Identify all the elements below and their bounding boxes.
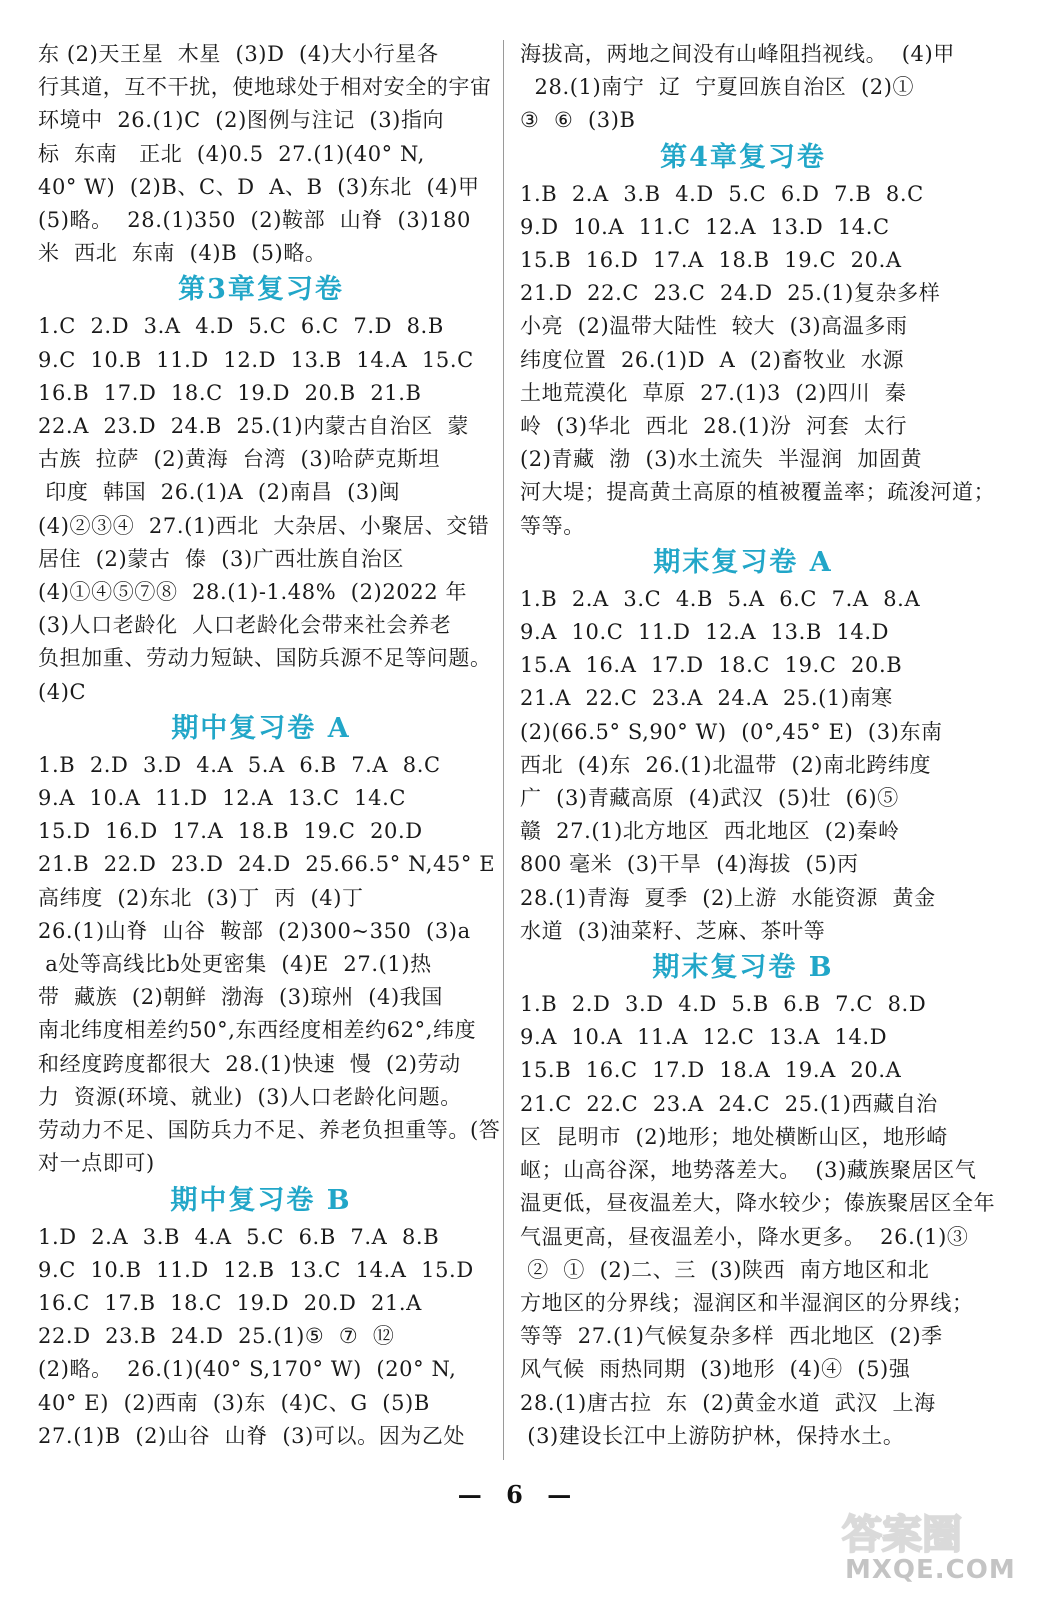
answer-line: 9.A 10.C 11.D 12.A 13.B 14.D <box>520 620 890 645</box>
answer-line: 岖；山高谷深，地势落差大。 (3)藏族聚居区气 <box>520 1158 977 1183</box>
answer-line: 15.B 16.C 17.D 18.A 19.A 20.A <box>520 1058 902 1083</box>
answer-line: 40° E) (2)西南 (3)东 (4)C、G (5)B <box>38 1390 430 1415</box>
answer-line: 米 西北 东南 (4)B (5)略。 <box>38 241 327 266</box>
answer-line: 28.(1)南宁 辽 宁夏回族自治区 (2)① <box>520 75 915 100</box>
answer-line: 9.A 10.A 11.D 12.A 13.C 14.C <box>38 786 407 811</box>
answer-line: (2)青藏 渤 (3)水土流失 半湿润 加固黄 <box>520 447 923 472</box>
answer-line: 40° W) (2)B、C、D A、B (3)东北 (4)甲 <box>38 174 480 199</box>
answer-line: 9.C 10.B 11.D 12.B 13.C 14.A 15.D <box>38 1257 474 1282</box>
answer-line: 1.B 2.A 3.C 4.B 5.A 6.C 7.A 8.A <box>520 586 921 611</box>
answer-line: 21.B 22.D 23.D 24.D 25.66.5° N,45° E <box>38 852 496 877</box>
answer-line: 15.A 16.A 17.D 18.C 19.C 20.B <box>520 653 903 678</box>
answer-line: 22.A 23.D 24.B 25.(1)内蒙古自治区 蒙 <box>38 414 469 439</box>
watermark-logo-text: 答案圈 <box>842 1512 962 1558</box>
answer-line: 温更低，昼夜温差大，降水较少；傣族聚居区全年 <box>520 1191 996 1216</box>
column-divider <box>503 40 504 1460</box>
answer-line: (2)略。 26.(1)(40° S,170° W) (20° N, <box>38 1357 457 1382</box>
answer-line: 方地区的分界线；湿润区和半湿润区的分界线； <box>520 1290 974 1315</box>
answer-line: 1.B 2.D 3.D 4.A 5.A 6.B 7.A 8.C <box>38 752 441 777</box>
answer-line: 水道 (3)油菜籽、芝麻、茶叶等 <box>520 918 826 943</box>
answer-line: 河大堤；提高黄土高原的植被覆盖率；疏浚河道； <box>520 480 996 505</box>
answer-line: 古族 拉萨 (2)黄海 台湾 (3)哈萨克斯坦 <box>38 447 441 472</box>
answer-line: 区 昆明市 (2)地形；地处横断山区，地形崎 <box>520 1124 948 1149</box>
watermark-text: MXQE.COM <box>845 1555 1016 1585</box>
answer-line: 15.B 16.D 17.A 18.B 19.C 20.A <box>520 248 902 273</box>
answer-line: (3)建设长江中上游防护林，保持水土。 <box>520 1423 905 1448</box>
answer-line: 1.D 2.A 3.B 4.A 5.C 6.B 7.A 8.B <box>38 1224 440 1249</box>
answer-line: ② ① (2)二、三 (3)陕西 南方地区和北 <box>520 1257 930 1282</box>
answer-line: (3)人口老龄化 人口老龄化会带来社会养老 <box>38 613 452 638</box>
page-number: — 6 — <box>457 1480 580 1509</box>
answer-line: 力 资源(环境、就业) (3)人口老龄化问题。 <box>38 1084 462 1109</box>
answer-line: 土地荒漠化 草原 27.(1)3 (2)四川 秦 <box>520 380 907 405</box>
answer-line: 26.(1)山脊 山谷 鞍部 (2)300~350 (3)a <box>38 918 471 943</box>
answer-line: 赣 27.(1)北方地区 西北地区 (2)秦岭 <box>520 819 900 844</box>
answer-line: 西北 (4)东 26.(1)北温带 (2)南北跨纬度 <box>520 752 932 777</box>
answer-line: 印度 韩国 26.(1)A (2)南昌 (3)闽 <box>38 480 401 505</box>
answer-line: 22.D 23.B 24.D 25.(1)⑤ ⑦ ⑫ <box>38 1324 395 1349</box>
answer-line: 和经度跨度都很大 28.(1)快速 慢 (2)劳动 <box>38 1051 461 1076</box>
section-heading: 期中复习卷 A <box>171 712 351 744</box>
section-heading: 期末复习卷 B <box>652 952 834 984</box>
answer-line: 行其道，互不干扰，使地球处于相对安全的宇宙 <box>38 75 492 100</box>
answer-line: 1.B 2.A 3.B 4.D 5.C 6.D 7.B 8.C <box>520 181 924 206</box>
answer-line: 15.D 16.D 17.A 18.B 19.C 20.D <box>38 819 423 844</box>
answer-line: 等等。 <box>520 513 585 538</box>
answer-line: ③ ⑥ (3)B <box>520 108 636 133</box>
answer-line: (4)C <box>38 679 87 704</box>
answer-line: 1.B 2.D 3.D 4.D 5.B 6.B 7.C 8.D <box>520 992 927 1017</box>
answer-line: 标 东南 正北 (4)0.5 27.(1)(40° N, <box>38 141 425 166</box>
answer-line: 800 毫米 (3)干旱 (4)海拔 (5)丙 <box>520 852 859 877</box>
answer-line: 28.(1)唐古拉 东 (2)黄金水道 武汉 上海 <box>520 1390 936 1415</box>
answer-line: 小亮 (2)温带大陆性 较大 (3)高温多雨 <box>520 314 908 339</box>
answer-line: 1.C 2.D 3.A 4.D 5.C 6.C 7.D 8.B <box>38 314 444 339</box>
answer-line: 27.(1)B (2)山谷 山脊 (3)可以。因为乙处 <box>38 1423 466 1448</box>
answer-line: 21.C 22.C 23.A 24.C 25.(1)西藏自治 <box>520 1091 938 1116</box>
answer-line: (2)(66.5° S,90° W) (0°,45° E) (3)东南 <box>520 719 943 744</box>
answer-line: 海拔高，两地之间没有山峰阻挡视线。 (4)甲 <box>520 42 955 66</box>
answer-line: 9.D 10.A 11.C 12.A 13.D 14.C <box>520 214 890 239</box>
answer-line: 风气候 雨热同期 (3)地形 (4)④ (5)强 <box>520 1357 911 1382</box>
answer-line: (4)①④⑤⑦⑧ 28.(1)-1.48% (2)2022 年 <box>38 580 468 605</box>
answer-line: (4)②③④ 27.(1)西北 大杂居、小聚居、交错 <box>38 513 490 538</box>
answer-line: 带 藏族 (2)朝鲜 渤海 (3)琼州 (4)我国 <box>38 985 443 1010</box>
answer-line: a处等高线比b处更密集 (4)E 27.(1)热 <box>38 952 432 977</box>
answer-line: 劳动力不足、国防兵力不足、养老负担重等。(答 <box>38 1118 501 1143</box>
answer-line: 9.C 10.B 11.D 12.D 13.B 14.A 15.C <box>38 347 474 372</box>
answer-line: 南北纬度相差约50°,东西经度相差约62°,纬度 <box>38 1018 477 1043</box>
section-heading: 第4章复习卷 <box>660 141 826 173</box>
answer-line: 负担加重、劳动力短缺、国防兵源不足等问题。 <box>38 646 492 671</box>
answer-line: 等等 27.(1)气候复杂多样 西北地区 (2)季 <box>520 1324 943 1349</box>
answer-line: 21.A 22.C 23.A 24.A 25.(1)南寒 <box>520 686 893 711</box>
answer-line: 岭 (3)华北 西北 28.(1)汾 河套 太行 <box>520 414 908 439</box>
section-heading: 第3章复习卷 <box>178 274 344 306</box>
answer-line: 东 (2)天王星 木星 (3)D (4)大小行星各 <box>38 42 439 66</box>
answer-line: 高纬度 (2)东北 (3)丁 丙 (4)丁 <box>38 885 364 910</box>
right-column <box>520 38 996 1453</box>
answer-line: 对一点即可) <box>38 1151 155 1176</box>
section-heading: 期中复习卷 B <box>170 1184 352 1216</box>
answer-line: 21.D 22.C 23.C 24.D 25.(1)复杂多样 <box>520 281 941 306</box>
section-heading: 期末复习卷 A <box>653 546 833 578</box>
answer-line: 居住 (2)蒙古 傣 (3)广西壮族自治区 <box>38 546 404 571</box>
answer-line: 广 (3)青藏高原 (4)武汉 (5)壮 (6)⑤ <box>520 786 899 811</box>
answer-line: 9.A 10.A 11.A 12.C 13.A 14.D <box>520 1025 888 1050</box>
answer-line: 16.B 17.D 18.C 19.D 20.B 21.B <box>38 380 422 405</box>
left-column <box>38 38 501 1453</box>
answer-line: 28.(1)青海 夏季 (2)上游 水能资源 黄金 <box>520 885 936 910</box>
answer-line: (5)略。 28.(1)350 (2)鞍部 山脊 (3)180 <box>38 208 471 233</box>
answer-line: 环境中 26.(1)C (2)图例与注记 (3)指向 <box>38 108 445 133</box>
answer-line: 气温更高，昼夜温差小，降水更多。 26.(1)③ <box>520 1224 969 1249</box>
answer-line: 纬度位置 26.(1)D A (2)畜牧业 水源 <box>520 347 905 372</box>
answer-line: 16.C 17.B 18.C 19.D 20.D 21.A <box>38 1290 422 1315</box>
